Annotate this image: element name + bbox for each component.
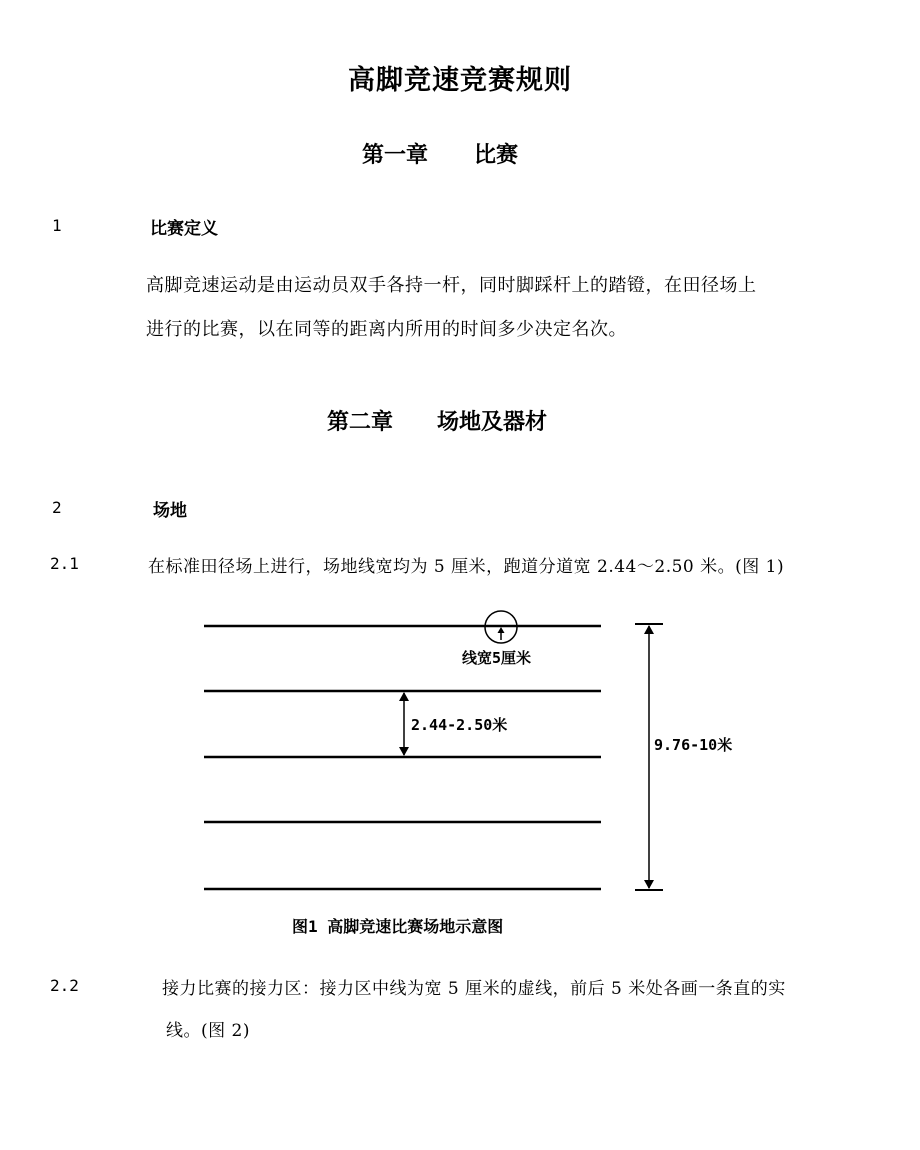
section1-paragraph-line2: 进行的比赛，以在同等的距离内所用的时间多少决定名次。 [146,319,627,340]
lane-width-arrow-bottom [399,747,409,756]
clause-2-2-line1: 接力比赛的接力区：接力区中线为宽 5 厘米的虚线，前后 5 米处各画一条直的实 [162,979,786,999]
clause-2-2-line2: 线。(图 2) [166,1021,250,1041]
line-width-label: 线宽5厘米 [462,649,532,667]
figure1-caption: 图1 高脚竞速比赛场地示意图 [292,917,504,936]
document-title: 高脚竞速竞赛规则 [348,65,572,96]
lane-width-arrow-top [399,692,409,701]
lane-width-label: 2.44-2.50米 [411,716,508,734]
total-width-label: 9.76-10米 [654,736,733,754]
clause-2-2-number: 2.2 [50,976,79,995]
clause-2-1-number: 2.1 [50,554,79,573]
track-field-diagram [190,600,733,950]
section2-number: 2 [52,498,62,517]
line-width-arrowhead [498,627,505,633]
chapter1-number: 第一章 [362,142,429,168]
total-width-arrow-top [644,625,654,634]
section1-number: 1 [52,216,62,235]
section1-paragraph-line1: 高脚竞速运动是由运动员双手各持一杆，同时脚踩杆上的踏镫，在田径场上 [146,275,757,296]
section2-heading: 场地 [153,501,187,521]
chapter1-name: 比赛 [474,142,519,168]
chapter2-number: 第二章 [327,409,394,435]
section1-heading: 比赛定义 [150,219,218,239]
total-width-arrow-bottom [644,880,654,889]
chapter2-name: 场地及器材 [437,409,548,435]
clause-2-1-text: 在标准田径场上进行，场地线宽均为 5 厘米，跑道分道宽 2.44～2.50 米。(图 1) [148,557,785,577]
